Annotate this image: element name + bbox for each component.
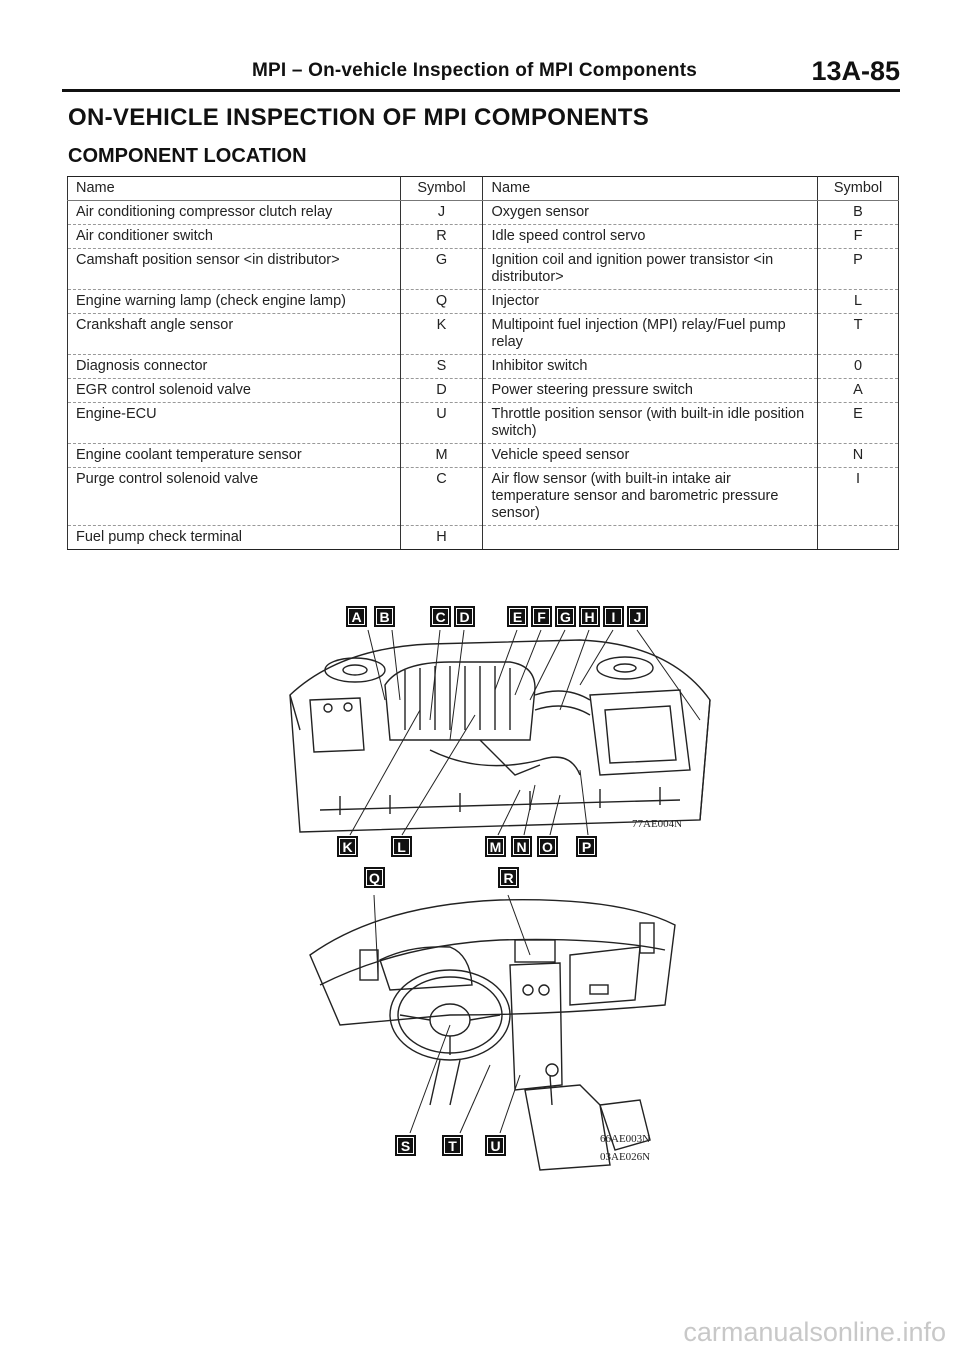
- table-row: [68, 526, 899, 550]
- page-header: [62, 56, 900, 92]
- engine-callout-tag: M: [485, 836, 506, 857]
- component-symbol: B: [818, 201, 899, 225]
- engine-callout-tag: P: [576, 836, 597, 857]
- page-number: 13A-85: [811, 56, 900, 86]
- component-symbol: T: [818, 314, 899, 355]
- engine-callout-tag: N: [511, 836, 532, 857]
- dash-figure-code-2: 03AE026N: [600, 1151, 651, 1163]
- table-row: [68, 201, 899, 225]
- component-name: Ignition coil and ignition power transistor <in distributor>: [483, 249, 818, 290]
- component-symbol: F: [818, 225, 899, 249]
- component-name: Diagnosis connector: [68, 355, 401, 379]
- component-name: Crankshaft angle sensor: [68, 314, 401, 355]
- table-row: [68, 468, 899, 526]
- engine-callout-tag: K: [337, 836, 358, 857]
- watermark-text: carmanualsonline.info: [683, 1317, 946, 1347]
- table-row: [68, 355, 899, 379]
- engine-callout-tag: E: [507, 606, 528, 627]
- engine-callout-tag: O: [537, 836, 558, 857]
- component-symbol: S: [400, 355, 483, 379]
- header-name-1: Name: [68, 177, 401, 201]
- engine-callout-tag: D: [454, 606, 475, 627]
- component-name: Throttle position sensor (with built-in idle position switch): [483, 403, 818, 444]
- dash-callout-tag: S: [395, 1135, 416, 1156]
- engine-callout-tag: A: [346, 606, 367, 627]
- component-symbol: 0: [818, 355, 899, 379]
- table-row: [68, 403, 899, 444]
- header-symbol-2: Symbol: [818, 177, 899, 201]
- component-symbol: M: [400, 444, 483, 468]
- component-name: Fuel pump check terminal: [68, 526, 401, 550]
- table-row: [68, 379, 899, 403]
- component-name: Idle speed control servo: [483, 225, 818, 249]
- table-row: [68, 444, 899, 468]
- header-symbol-1: Symbol: [400, 177, 483, 201]
- component-symbol: P: [818, 249, 899, 290]
- table-row: [68, 225, 899, 249]
- engine-callout-tag: B: [374, 606, 395, 627]
- table-row: [68, 314, 899, 355]
- component-name: EGR control solenoid valve: [68, 379, 401, 403]
- component-symbol: C: [400, 468, 483, 526]
- component-symbol: J: [400, 201, 483, 225]
- component-symbol: R: [400, 225, 483, 249]
- header-title: MPI – On-vehicle Inspection of MPI Components: [252, 60, 697, 81]
- component-symbol: A: [818, 379, 899, 403]
- engine-figure-code: 77AE004N: [632, 818, 683, 830]
- component-symbol: [818, 526, 899, 550]
- component-name: Air conditioner switch: [68, 225, 401, 249]
- component-name: Inhibitor switch: [483, 355, 818, 379]
- component-name: Purge control solenoid valve: [68, 468, 401, 526]
- component-name: Engine warning lamp (check engine lamp): [68, 290, 401, 314]
- dashboard-figure: [300, 865, 700, 1175]
- component-symbol: G: [400, 249, 483, 290]
- component-name: Air conditioning compressor clutch relay: [68, 201, 401, 225]
- table-row: [68, 249, 899, 290]
- component-symbol: L: [818, 290, 899, 314]
- dash-callout-tag: T: [442, 1135, 463, 1156]
- table-row: [68, 290, 899, 314]
- component-symbol: U: [400, 403, 483, 444]
- component-symbol: K: [400, 314, 483, 355]
- engine-compartment-figure: [280, 600, 720, 860]
- engine-callout-tag: I: [603, 606, 624, 627]
- dash-figure-code-1: 66AE003N: [600, 1133, 651, 1145]
- component-name: Camshaft position sensor <in distributor>: [68, 249, 401, 290]
- dash-callout-tag: R: [498, 867, 519, 888]
- component-location-table: [67, 176, 899, 550]
- header-name-2: Name: [483, 177, 818, 201]
- component-name: Power steering pressure switch: [483, 379, 818, 403]
- component-symbol: N: [818, 444, 899, 468]
- engine-callout-tag: J: [627, 606, 648, 627]
- component-name: Air flow sensor (with built-in intake air temperature sensor and barometric pressure sensor): [483, 468, 818, 526]
- component-name: Injector: [483, 290, 818, 314]
- component-name: Engine-ECU: [68, 403, 401, 444]
- component-name: Multipoint fuel injection (MPI) relay/Fuel pump relay: [483, 314, 818, 355]
- dash-callout-tag: Q: [364, 867, 385, 888]
- engine-callout-tag: F: [531, 606, 552, 627]
- component-name: Vehicle speed sensor: [483, 444, 818, 468]
- component-symbol: D: [400, 379, 483, 403]
- component-symbol: H: [400, 526, 483, 550]
- component-symbol: Q: [400, 290, 483, 314]
- section-title: COMPONENT LOCATION: [68, 145, 307, 167]
- engine-callout-tag: H: [579, 606, 600, 627]
- engine-callout-tag: G: [555, 606, 576, 627]
- engine-callout-tag: C: [430, 606, 451, 627]
- component-name: [483, 526, 818, 550]
- component-symbol: I: [818, 468, 899, 526]
- table-header-row: [68, 177, 899, 201]
- dashboard-drawing: [300, 865, 700, 1175]
- document-title: ON-VEHICLE INSPECTION OF MPI COMPONENTS: [68, 104, 650, 131]
- engine-callout-tag: L: [391, 836, 412, 857]
- component-name: Engine coolant temperature sensor: [68, 444, 401, 468]
- component-symbol: E: [818, 403, 899, 444]
- dash-callout-tag: U: [485, 1135, 506, 1156]
- component-name: Oxygen sensor: [483, 201, 818, 225]
